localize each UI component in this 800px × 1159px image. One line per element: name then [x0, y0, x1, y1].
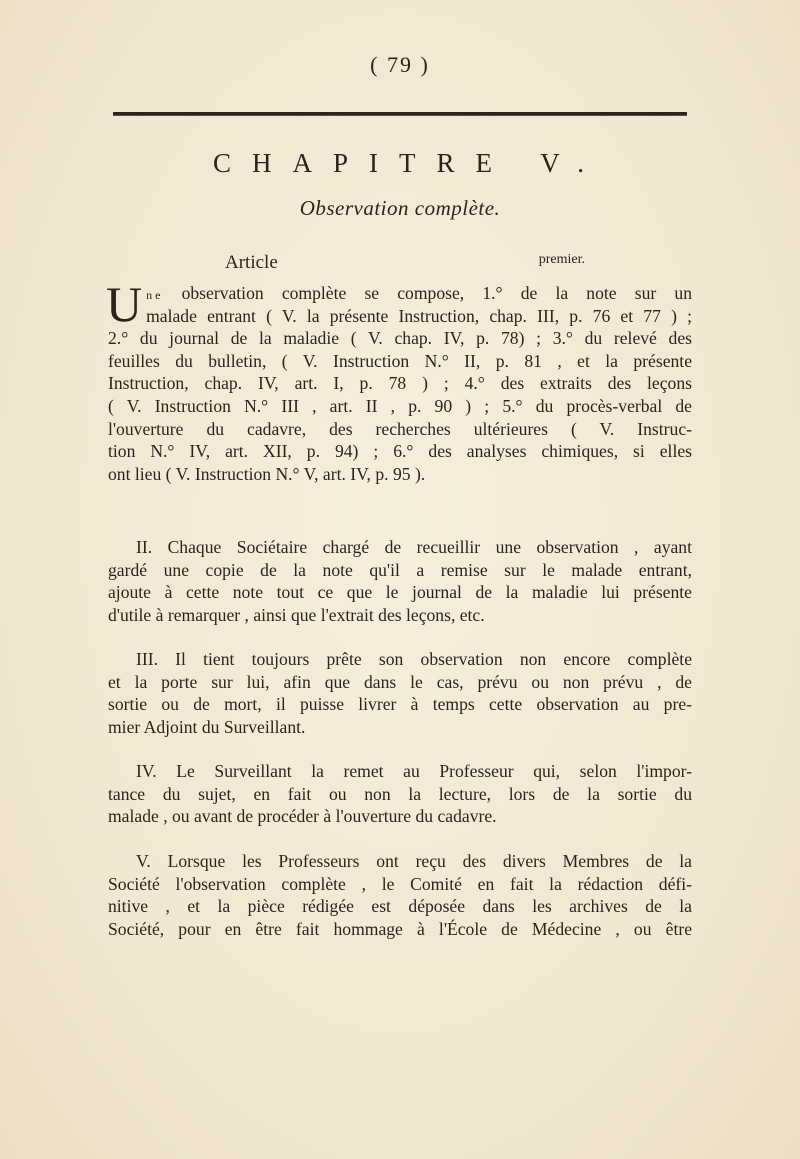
article-ordinal: premier.: [538, 252, 585, 267]
text-line: II. Chaque Sociétaire chargé de recueillir une observation , ayant: [136, 537, 692, 557]
text-line: ajoute à cette note tout ce que le journal de la maladie lui présente: [108, 582, 692, 603]
text-line: ( V. Instruction N.° III , art. II , p. 90 ) ; 5.° du procès-verbal de: [108, 395, 692, 416]
page-number: ( 79 ): [370, 52, 430, 77]
text-line: nitive , et la pièce rédigée est déposée dans les archives de la: [108, 896, 692, 917]
text-line: sortie ou de mort, il puisse livrer à temps cette observation au pre-: [108, 694, 692, 715]
paragraph-2: [108, 536, 692, 626]
text-line: 2.° du journal de la maladie ( V. chap. IV, p. 78) ; 3.° du relevé des: [108, 328, 692, 349]
text-line: ne observation complète se compose, 1.° de la note sur un: [146, 283, 692, 303]
chapter-subtitle: Observation complète.: [299, 196, 501, 220]
chapter-title: CHAPITRE V.: [212, 148, 606, 178]
paragraph-4: [108, 760, 692, 828]
text-line: l'ouverture du cadavre, des recherches ultérieures ( V. Instruc-: [108, 418, 692, 439]
paragraph-3: [108, 648, 692, 738]
text-line: malade , ou avant de procéder à l'ouverture du cadavre.: [108, 806, 497, 827]
article-heading: [225, 252, 585, 274]
header-rule: [113, 112, 687, 116]
text-line: feuilles du bulletin, ( V. Instruction N.° II, p. 81 , et la présente: [108, 350, 692, 371]
small-caps-lead: ne: [146, 288, 164, 302]
text-line: Société l'observation complète , le Comité en fait la rédaction défi-: [108, 873, 692, 894]
paragraph-1: [106, 276, 692, 485]
text-line: tion N.° IV, art. XII, p. 94) ; 6.° des analyses chimiques, si elles: [108, 441, 692, 462]
text-line: d'utile à remarquer , ainsi que l'extrait des leçons, etc.: [108, 604, 485, 625]
text-line: IV. Le Surveillant la remet au Professeur qui, selon l'impor-: [136, 761, 692, 781]
paragraph-5: [108, 850, 692, 940]
text-line: Instruction, chap. IV, art. I, p. 78 ) ; 4.° des extraits des leçons: [108, 373, 692, 394]
text-line: malade entrant ( V. la présente Instruction, chap. III, p. 76 et 77 ) ;: [146, 305, 692, 326]
text-line: et la porte sur lui, afin que dans le cas, prévu ou non prévu , de: [108, 671, 692, 692]
text-line: III. Il tient toujours prête son observation non encore complète: [136, 649, 692, 669]
article-word: Article: [225, 252, 278, 273]
text-line: gardé une copie de la note qu'il a remise sur le malade entrant,: [108, 559, 692, 580]
text-line: Société, pour en être fait hommage à l'École de Médecine , ou être: [108, 918, 692, 939]
text-line: ont lieu ( V. Instruction N.° V, art. IV, p. 95 ).: [108, 463, 426, 484]
text-line: V. Lorsque les Professeurs ont reçu des divers Membres de la: [136, 851, 692, 871]
drop-cap: U: [106, 276, 143, 332]
text-line: tance du sujet, en fait ou non la lecture, lors de la sortie du: [108, 783, 692, 804]
text-line: mier Adjoint du Surveillant.: [108, 716, 306, 737]
